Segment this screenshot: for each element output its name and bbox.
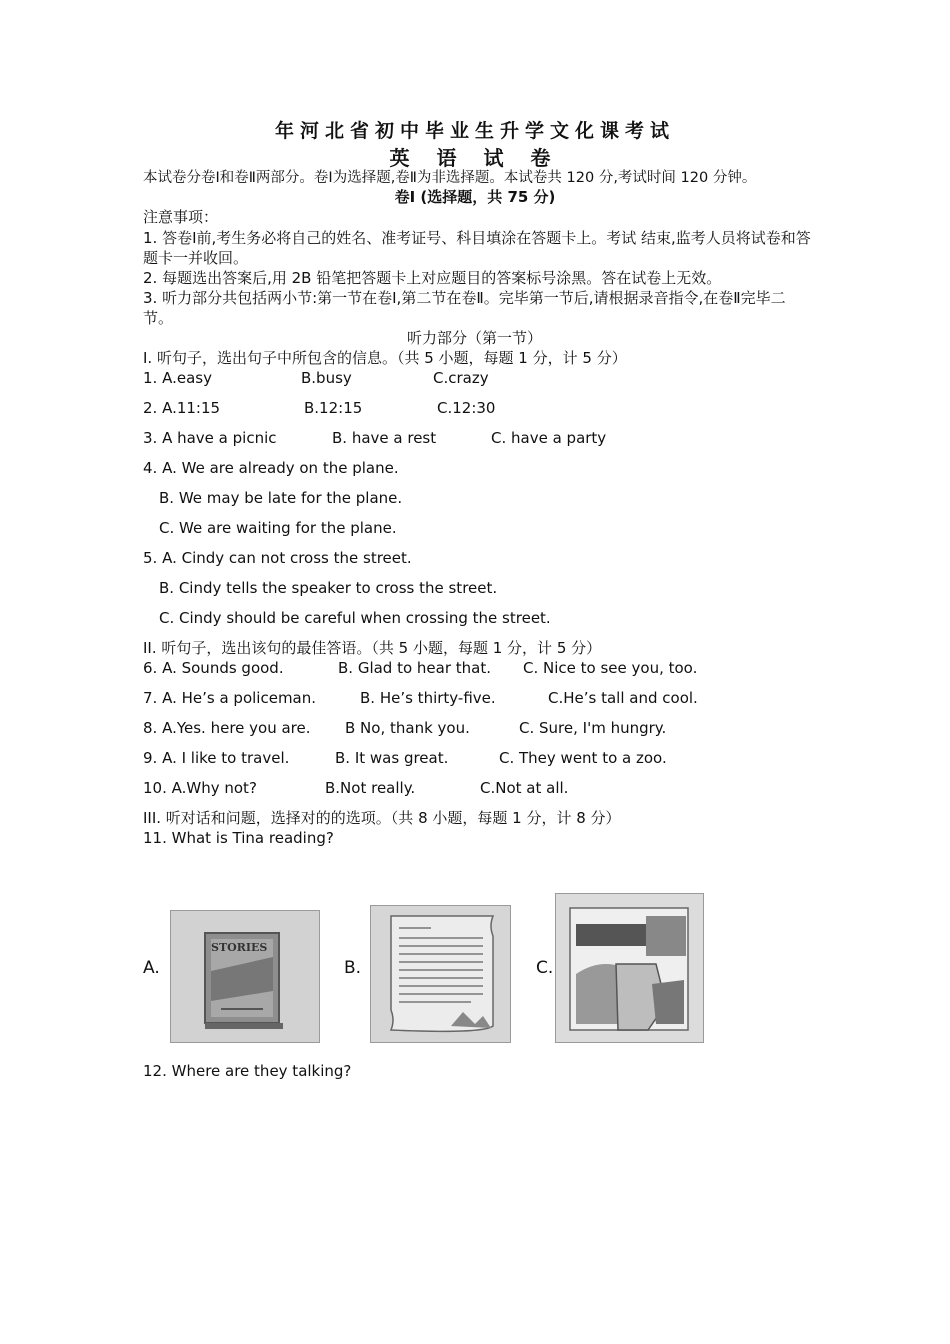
listening-heading: 听力部分（第一节） <box>407 329 543 347</box>
q11-picture-a <box>170 910 320 1043</box>
exam-title: 年河北省初中毕业生升学文化课考试 <box>274 120 675 142</box>
q9-option-a: 9. A. I like to travel. <box>143 749 290 767</box>
q11-label-b: B. <box>344 958 362 978</box>
q10-option-c: C.Not at all. <box>480 779 569 797</box>
q3-option-c: C. have a party <box>491 429 607 447</box>
magazine-illustration <box>556 894 703 1042</box>
q2-option-c: C.12:30 <box>437 399 496 417</box>
q8-option-a: 8. A.Yes. here you are. <box>143 719 311 737</box>
picture-a-title: STORIES <box>211 941 268 954</box>
storybook-illustration <box>171 911 319 1042</box>
letter-illustration <box>371 906 510 1042</box>
section2-heading: II. 听句子，选出该句的最佳答语。（共 5 小题，每题 1 分，计 5 分） <box>143 639 602 657</box>
q2-option-a: 2. A.11:15 <box>143 399 221 417</box>
q4-option-c: C. We are waiting for the plane. <box>159 519 397 537</box>
q10-option-a: 10. A.Why not? <box>143 779 257 797</box>
note-item-1: 1. 答卷Ⅰ前,考生务必将自己的姓名、准考证号、科目填涂在答题卡上。考试 结束,监考人员将试卷和答题卡一并收回。 <box>143 229 811 267</box>
q11-picture-c <box>555 893 704 1043</box>
q5-option-c: C. Cindy should be careful when crossing the street. <box>159 609 551 627</box>
section1-heading: I. 听句子，选出句子中所包含的信息。（共 5 小题，每题 1 分，计 5 分） <box>143 349 627 367</box>
notes-heading: 注意事项： <box>143 208 219 226</box>
note-item-2: 2. 每题选出答案后,用 2B 铅笔把答题卡上对应题目的答案标号涂黑。答在试卷上无效。 <box>143 269 722 287</box>
q1-option-b: B.busy <box>301 369 352 387</box>
exam-intro: 本试卷分卷Ⅰ和卷Ⅱ两部分。卷Ⅰ为选择题,卷Ⅱ为非选择题。本试卷共 120 分,考试时间 120 分钟。 <box>143 170 757 186</box>
q6-option-b: B. Glad to hear that. <box>338 659 492 677</box>
q7-option-b: B. He’s thirty-five. <box>360 689 496 707</box>
q9-option-c: C. They went to a zoo. <box>499 749 667 767</box>
q8-option-c: C. Sure, I'm hungry. <box>519 719 667 737</box>
note-item-3: 3. 听力部分共包括两小节:第一节在卷Ⅰ,第二节在卷Ⅱ。完毕第一节后,请根据录音指令,在卷Ⅱ完毕二节。 <box>143 289 786 327</box>
q3-option-a: 3. A have a picnic <box>143 429 277 447</box>
q7-option-c: C.He’s tall and cool. <box>548 689 698 707</box>
q6-option-a: 6. A. Sounds good. <box>143 659 284 677</box>
q12-question: 12. Where are they talking? <box>143 1062 352 1080</box>
q11-label-c: C. <box>536 958 554 978</box>
q10-option-b: B.Not really. <box>325 779 416 797</box>
part1-heading: 卷Ⅰ (选择题，共 75 分) <box>394 188 556 206</box>
q5-option-a: 5. A. Cindy can not cross the street. <box>143 549 412 567</box>
q4-option-a: 4. A. We are already on the plane. <box>143 459 399 477</box>
q11-picture-b <box>370 905 511 1043</box>
q11-question: 11. What is Tina reading? <box>143 829 334 847</box>
q4-option-b: B. We may be late for the plane. <box>159 489 403 507</box>
q8-option-b: B No, thank you. <box>345 719 470 737</box>
exam-subtitle: 英 语 试 卷 <box>389 146 561 170</box>
q6-option-c: C. Nice to see you, too. <box>523 659 698 677</box>
section3-heading: III. 听对话和问题，选择对的的选项。（共 8 小题，每题 1 分，计 8 分） <box>143 809 621 827</box>
q1-option-a: 1. A.easy <box>143 369 212 387</box>
q3-option-b: B. have a rest <box>332 429 437 447</box>
q2-option-b: B.12:15 <box>304 399 363 417</box>
q9-option-b: B. It was great. <box>335 749 449 767</box>
q7-option-a: 7. A. He’s a policeman. <box>143 689 317 707</box>
q5-option-b: B. Cindy tells the speaker to cross the street. <box>159 579 498 597</box>
q1-option-c: C.crazy <box>433 369 489 387</box>
q11-label-a: A. <box>143 958 160 978</box>
